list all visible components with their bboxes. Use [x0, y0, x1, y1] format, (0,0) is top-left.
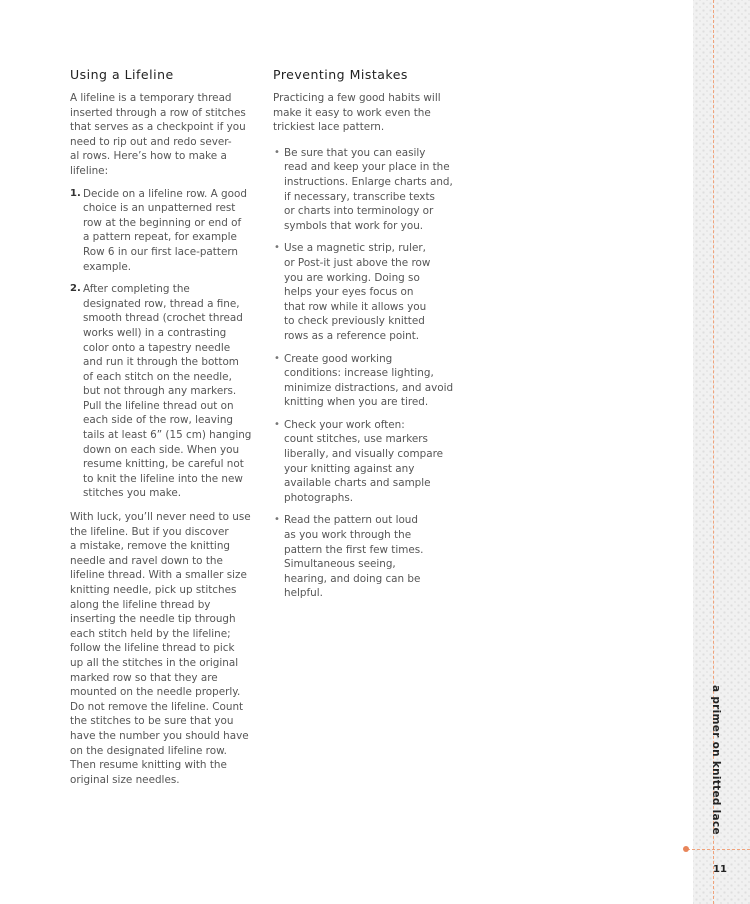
text-line: on the designated lifeline row. — [70, 744, 227, 757]
text-line: helps your eyes focus on — [284, 286, 414, 299]
text-line: have the number you should have — [70, 729, 249, 742]
text-line: al rows. Here’s how to make a — [70, 150, 227, 163]
text-line: the stitches to be sure that you — [70, 715, 234, 728]
text-line: the lifeline. But if you discover — [70, 525, 229, 538]
text-line: Use a magnetic strip, ruler, — [284, 242, 426, 255]
list-item — [273, 418, 465, 506]
text-line: read and keep your place in the — [284, 161, 450, 174]
text-line: A lifeline is a temporary thread — [70, 92, 232, 104]
text-line: mounted on the needle properly. — [70, 686, 241, 699]
text-line: original size needles. — [70, 773, 180, 786]
text-line: knitting needle, pick up stitches — [70, 584, 237, 596]
text-line: or charts into terminology or — [284, 205, 434, 218]
page-number: 11 — [713, 864, 727, 875]
text-line: conditions: increase lighting, — [284, 367, 434, 380]
text-line: available charts and sample — [284, 477, 431, 490]
text-line: a mistake, remove the knitting — [70, 540, 230, 553]
list-item — [273, 513, 465, 601]
bullet-icon: • — [274, 514, 280, 526]
list-item — [273, 241, 465, 343]
text-line: stitches you make. — [83, 487, 182, 500]
text-line: lifeline thread. With a smaller size — [70, 569, 247, 582]
text-line: After completing the — [83, 283, 190, 296]
text-line: of each stitch on the needle, — [83, 370, 232, 383]
list-item — [273, 352, 465, 410]
text-line: resume knitting, be careful not — [83, 458, 244, 471]
text-line: works well) in a contrasting — [83, 326, 227, 339]
text-line: minimize distractions, and avoid — [284, 381, 454, 394]
mistakes-heading: Preventing Mistakes — [273, 67, 408, 82]
sidebar-dashed-tick — [687, 849, 750, 850]
text-line: rows as a reference point. — [284, 329, 420, 342]
text-line: lifeline: — [70, 164, 109, 177]
text-line: hearing, and doing can be — [284, 572, 421, 585]
lifeline-heading: Using a Lifeline — [70, 67, 174, 82]
accent-dot — [683, 846, 689, 852]
text-line: to check previously knitted — [284, 315, 425, 328]
text-line: Simultaneous seeing, — [284, 558, 396, 571]
text-line: if necessary, transcribe texts — [284, 190, 435, 203]
text-line: follow the lifeline thread to pick — [70, 642, 235, 655]
text-line: need to rip out and redo sever- — [70, 135, 232, 148]
text-line: that row while it allows you — [284, 300, 427, 313]
lifeline-intro — [70, 91, 266, 179]
list-item — [273, 146, 465, 234]
text-line: inserting the needle tip through — [70, 613, 236, 626]
step-number: 1. — [70, 187, 81, 199]
bullet-icon: • — [274, 418, 280, 430]
text-line: along the lifeline thread by — [70, 598, 211, 611]
text-line: Read the pattern out loud — [284, 514, 418, 527]
text-line: liberally, and visually compare — [284, 448, 443, 461]
text-line: up all the stitches in the original — [70, 656, 239, 669]
text-line: row at the beginning or end of — [83, 216, 242, 229]
text-line: designated row, thread a fine, — [83, 297, 240, 310]
bullet-icon: • — [274, 146, 280, 158]
bullet-icon: • — [274, 242, 280, 254]
text-line: that serves as a checkpoint if you — [70, 121, 246, 134]
list-item — [70, 282, 266, 501]
text-line: down on each side. When you — [83, 443, 240, 456]
text-line: inserted through a row of stitches — [70, 106, 246, 119]
text-line: Create good working — [284, 352, 393, 365]
text-line: symbols that work for you. — [284, 219, 424, 232]
text-line: make it easy to work even the — [273, 106, 431, 119]
mistakes-tips — [273, 146, 465, 601]
lifeline-steps — [70, 187, 266, 501]
text-line: or Post-it just above the row — [284, 256, 431, 269]
text-line: tails at least 6” (15 cm) hanging — [83, 429, 252, 442]
text-line: but not through any markers. — [83, 385, 237, 398]
text-line: With luck, you’ll never need to use — [70, 511, 251, 524]
text-line: count stitches, use markers — [284, 433, 428, 446]
mistakes-intro — [273, 91, 465, 135]
text-line: photographs. — [284, 491, 354, 504]
text-line: each side of the row, leaving — [83, 414, 233, 427]
text-line: smooth thread (crochet thread — [83, 312, 243, 325]
text-line: choice is an unpatterned rest — [83, 202, 236, 215]
text-line: each stitch held by the lifeline; — [70, 627, 231, 640]
text-line: helpful. — [284, 587, 323, 600]
text-line: a pattern repeat, for example — [83, 231, 237, 244]
text-line: Check your work often: — [284, 418, 405, 431]
text-line: Pull the lifeline thread out on — [83, 399, 234, 412]
text-line: your knitting against any — [284, 462, 415, 475]
text-line: Be sure that you can easily — [284, 146, 426, 159]
text-line: example. — [83, 260, 132, 273]
left-column — [70, 66, 266, 794]
text-line: and run it through the bottom — [83, 356, 239, 369]
text-line: Practicing a few good habits will — [273, 92, 441, 104]
text-line: you are working. Doing so — [284, 271, 420, 284]
text-line: Row 6 in our first lace-pattern — [83, 245, 239, 258]
text-line: Then resume knitting with the — [70, 759, 227, 772]
text-line: needle and ravel down to the — [70, 554, 223, 567]
text-line: color onto a tapestry needle — [83, 341, 231, 354]
step-number: 2. — [70, 283, 81, 295]
text-line: to knit the lifeline into the new — [83, 472, 243, 485]
text-line: as you work through the — [284, 529, 412, 542]
text-line: marked row so that they are — [70, 671, 218, 684]
text-line: pattern the first few times. — [284, 543, 424, 556]
text-line: knitting when you are tired. — [284, 396, 429, 409]
right-column — [273, 66, 465, 609]
text-line: Decide on a lifeline row. A good — [83, 187, 247, 200]
text-line: Do not remove the lifeline. Count — [70, 700, 244, 713]
bullet-icon: • — [274, 352, 280, 364]
list-item — [70, 187, 266, 275]
text-line: instructions. Enlarge charts and, — [284, 175, 453, 188]
lifeline-closing — [70, 510, 266, 787]
text-line: trickiest lace pattern. — [273, 121, 385, 134]
section-title: a primer on knitted lace — [710, 685, 722, 835]
